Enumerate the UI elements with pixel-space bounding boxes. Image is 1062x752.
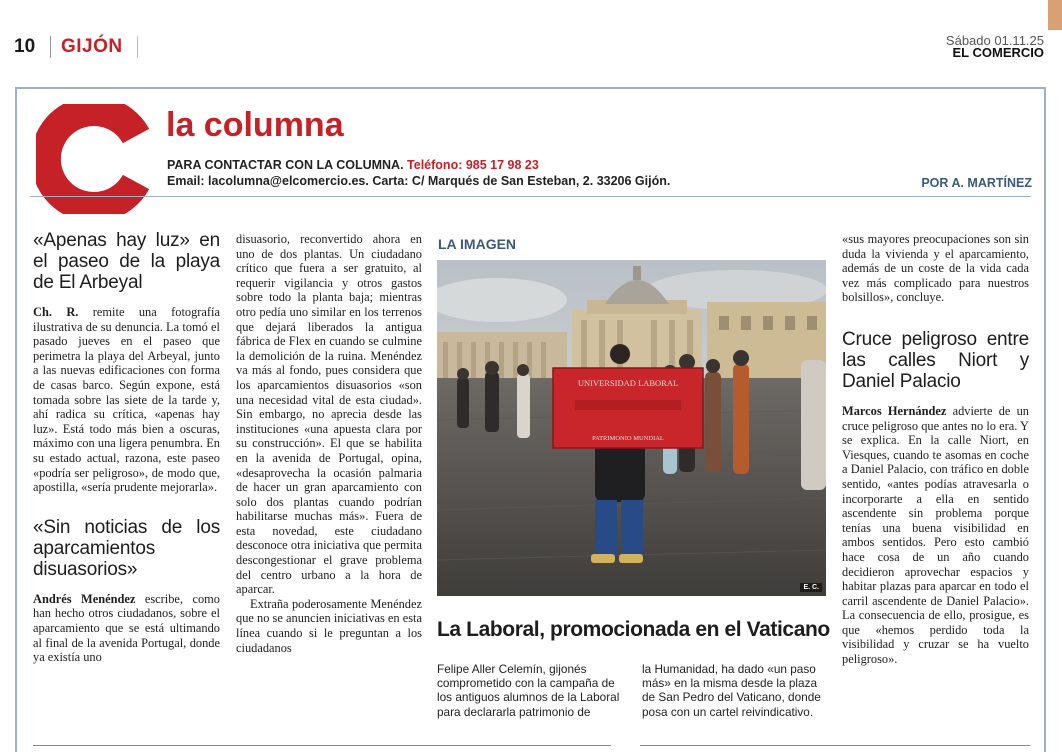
story-body-cruce [842,404,1029,667]
story-author: Ch. R. [33,305,79,319]
banner-text: UNIVERSIDAD LABORAL [577,378,679,388]
text-column-1 [33,230,220,665]
story-headline-cruce: Cruce peligroso entre las calles Niort y Daniel Palacio [842,328,1029,392]
story-text: advierte de un cruce peligroso que antes no lo era. Y se explica. En la calle Niort, en Viesques, cuando te asomas en coche a Daniel Palacio, con tráfico en doble sentido, «antes podías atravesarla o incorporarte a ella en sentido ascendente sin problema porque tenías una buena visibilidad en ambos sentidos. Pero esto cambió hace cosa de un año cuando decidieron aprovechar espacios y habitar plazas para aparcar en todo el carril ascendente de Daniel Palacio». La consecuencia de ello, prosigue, es que «hemos perdido toda la visibilidad y cruzar se ha vuelto peligroso». [842,403,1029,667]
column-logo-icon [36,104,150,214]
story-body-arbeyal [33,305,220,495]
section-name: GIJÓN [61,36,123,57]
newspaper-name: EL COMERCIO [952,45,1044,60]
story-text: remite una fotografía ilustrativa de su denuncia. La tomó el pasado jueves en el paseo que perimetra la playa del Arbeyal, junto a las nuevas edificaciones con forma de casas barco. Según expone, está tomada sobre las siete de la tarde y, ahí radica su crítica, «apenas hay luz». Está todo más bien a oscuras, máximo con una ligera penumbra. En su estado actual, razona, este paseo «podría ser peligroso», de modo que, apostilla, «sería prudente mejorarla». [33,305,220,495]
story-body-aparcamientos [33,592,220,665]
corner-thumbnail [1048,0,1062,30]
byline: POR A. MARTÍNEZ [921,176,1032,190]
header-rule [30,196,1031,197]
story-text: escribe, como han hecho otros ciudadanos, sobre el aparcamiento que se está ultimando al final de la avenida Portugal, donde ya existía uno [33,591,220,665]
header-divider [137,36,138,58]
story-body-end: «sus mayores preocupaciones son sin duda la vivienda y el aparcamiento, además de un coste de la vida cada vez más complicado para nuestros bolsillos», concluye. [842,232,1029,305]
bottom-rule [640,745,1030,746]
contact-label: PARA CONTACTAR CON LA COLUMNA. [167,158,404,172]
banner-text: PATRIMONIO MUNDIAL [592,435,664,442]
contact-line [167,158,539,172]
story-body-continued: disuasorio, reconvertido ahora en uno de dos plantas. Un ciudadano crítico que fuera a ser gratuito, al requerir vigilancia y otros gastos sobre todo la planta baja; mientras otro pedía uno similar en los terrenos que dejará liberados la antigua fábrica de Flex en cuando se culmine la demolición de la ruina. Menéndez va más al fondo, pues considera que los aparcamientos disuasorios «son una necesidad vital de esta ciudad». Sin embargo, no aprecia desde las instituciones «una apuesta clara por su construcción». El que se habilita en la avenida de Portugal, opina, «desaprovecha la ocasión palmaria de hacer un gran aparcamiento con solo dos plantas cuando podrían habilitarse muchas más». Fuera de esta novedad, este ciudadano desconoce otra iniciativa que permita descongestionar el grave problema del centro urbano a la hora de aparcar. [236,232,422,597]
photo-illustration [437,260,826,596]
text-column-2 [236,232,422,655]
vatican-photo [437,260,826,596]
story-author: Andrés Menéndez [33,591,136,606]
image-story-headline: La Laboral, promocionada en el Vaticano [437,618,830,641]
story-body-paragraph: Extraña poderosamente Menéndez que no se anuncien iniciativas en esta línea cuando si le preguntan a los ciudadanos [236,596,422,655]
bottom-rule [33,745,611,746]
photo-credit: E. C. [800,583,822,592]
image-caption-left: Felipe Aller Celemín, gijonés comprometido con la campaña de los antiguos alumnos de la Laboral para declararla patrimonio de [437,662,620,719]
image-section-label: LA IMAGEN [438,236,517,252]
issue-date: Sábado 01.11.25 [945,33,1044,48]
text-column-4 [842,232,1029,667]
story-author: Marcos Hernández [842,403,947,418]
image-caption-right: la Humanidad, ha dado «un paso más» en la misma desde la plaza de San Pedro del Vaticano, donde posa con un cartel reivindicativo. [642,662,821,719]
story-headline-arbeyal: «Apenas hay luz» en el paseo de la playa de El Arbeyal [33,230,220,293]
story-headline-aparcamientos: «Sin noticias de los aparcamientos disuasorios» [33,516,220,580]
contact-email-line[interactable]: Email: lacolumna@elcomercio.es. Carta: C/ Marqués de San Esteban, 2. 33206 Gijón. [167,174,671,188]
page-number: 10 [14,36,36,57]
column-title: la columna [166,106,344,144]
header-divider [50,36,51,58]
contact-phone[interactable]: Teléfono: 985 17 98 23 [407,158,539,172]
